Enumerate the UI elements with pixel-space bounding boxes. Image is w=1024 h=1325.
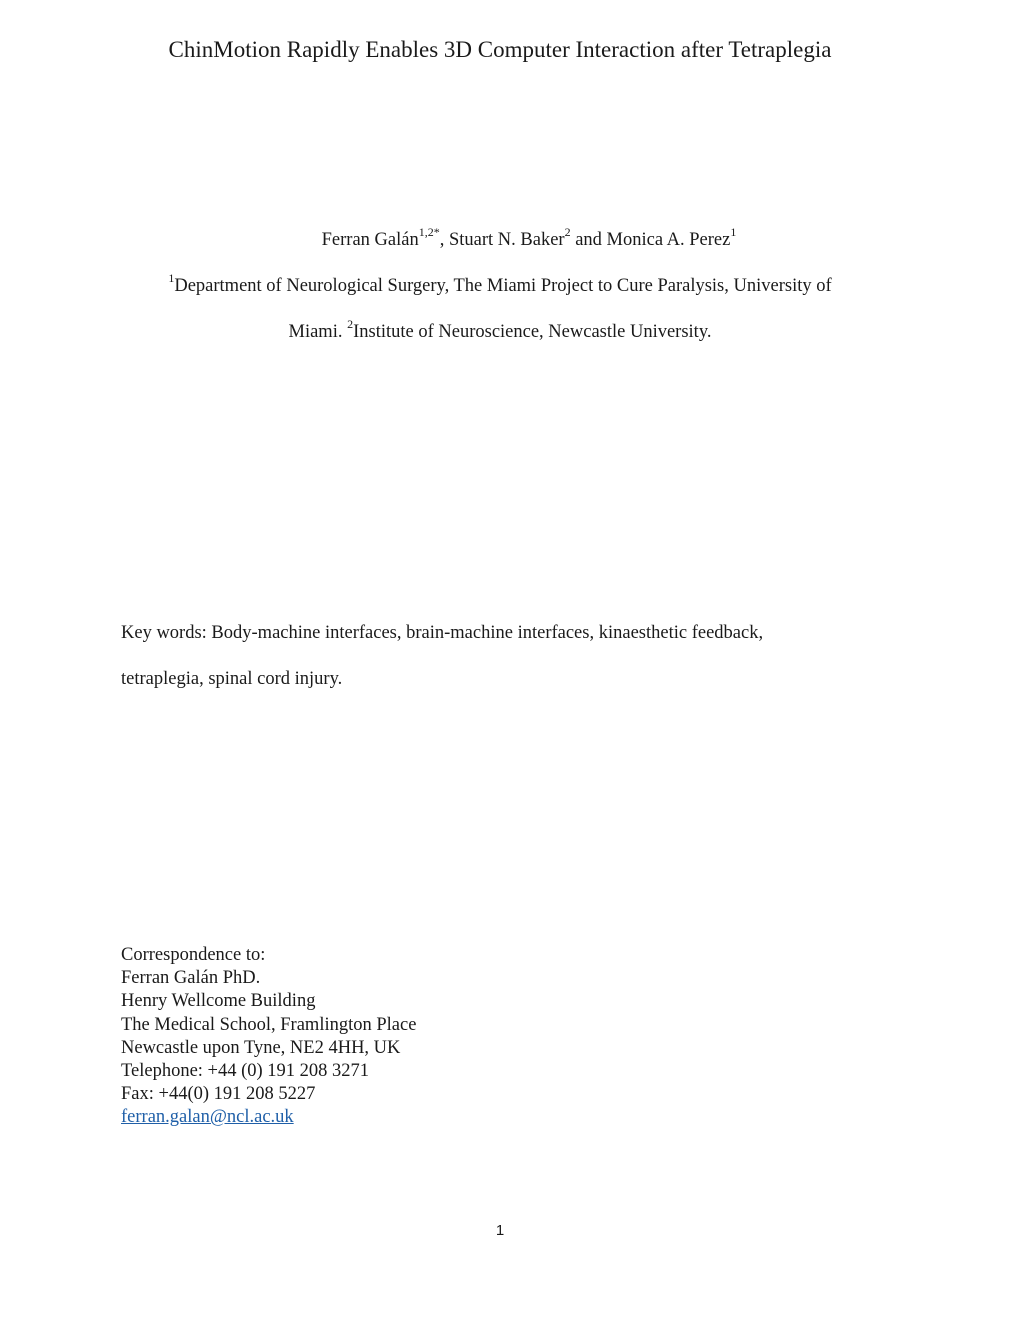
email-link[interactable]: ferran.galan@ncl.ac.uk — [121, 1107, 294, 1128]
correspondence-city: Newcastle upon Tyne, NE2 4HH, UK — [121, 1037, 401, 1058]
author-separator: , — [439, 230, 449, 250]
correspondence-school: The Medical School, Framlington Place — [121, 1014, 417, 1035]
correspondence-building: Henry Wellcome Building — [121, 991, 316, 1012]
affiliation-text: Institute of Neuroscience, Newcastle University. — [353, 322, 712, 342]
affiliation-marker: 1 — [168, 270, 175, 285]
author-list — [0, 224, 1024, 252]
author-affiliation-marker: 2 — [564, 224, 571, 239]
correspondence-fax: Fax: +44(0) 191 208 5227 — [121, 1084, 316, 1105]
affiliation-text: Miami. — [288, 322, 348, 342]
correspondence-heading: Correspondence to: — [121, 945, 266, 965]
affiliation-text: Department of Neurological Surgery, The Miami Project to Cure Paralysis, University of — [174, 276, 832, 296]
author-separator: and — [570, 230, 607, 250]
correspondence-name: Ferran Galán PhD. — [121, 968, 261, 989]
correspondence-block — [121, 944, 721, 1130]
author-affiliation-marker: 1,2* — [418, 224, 440, 239]
author-affiliation-marker: 1 — [730, 224, 737, 239]
page-number: 1 — [495, 1222, 505, 1239]
affiliation-marker: 2 — [347, 316, 354, 331]
affiliation-line-2 — [0, 316, 1000, 344]
page-title: ChinMotion Rapidly Enables 3D Computer Interaction after Tetraplegia — [168, 37, 832, 62]
affiliation-line-1 — [0, 270, 1000, 298]
keywords-line-1: Key words: Body-machine interfaces, brain-machine interfaces, kinaesthetic feedback, — [121, 623, 764, 643]
author-name: Ferran Galán — [321, 230, 419, 250]
author-name: Monica A. Perez — [606, 230, 731, 250]
author-name: Stuart N. Baker — [448, 230, 565, 250]
keywords-line-2: tetraplegia, spinal cord injury. — [121, 669, 343, 689]
correspondence-telephone: Telephone: +44 (0) 191 208 3271 — [121, 1061, 370, 1082]
